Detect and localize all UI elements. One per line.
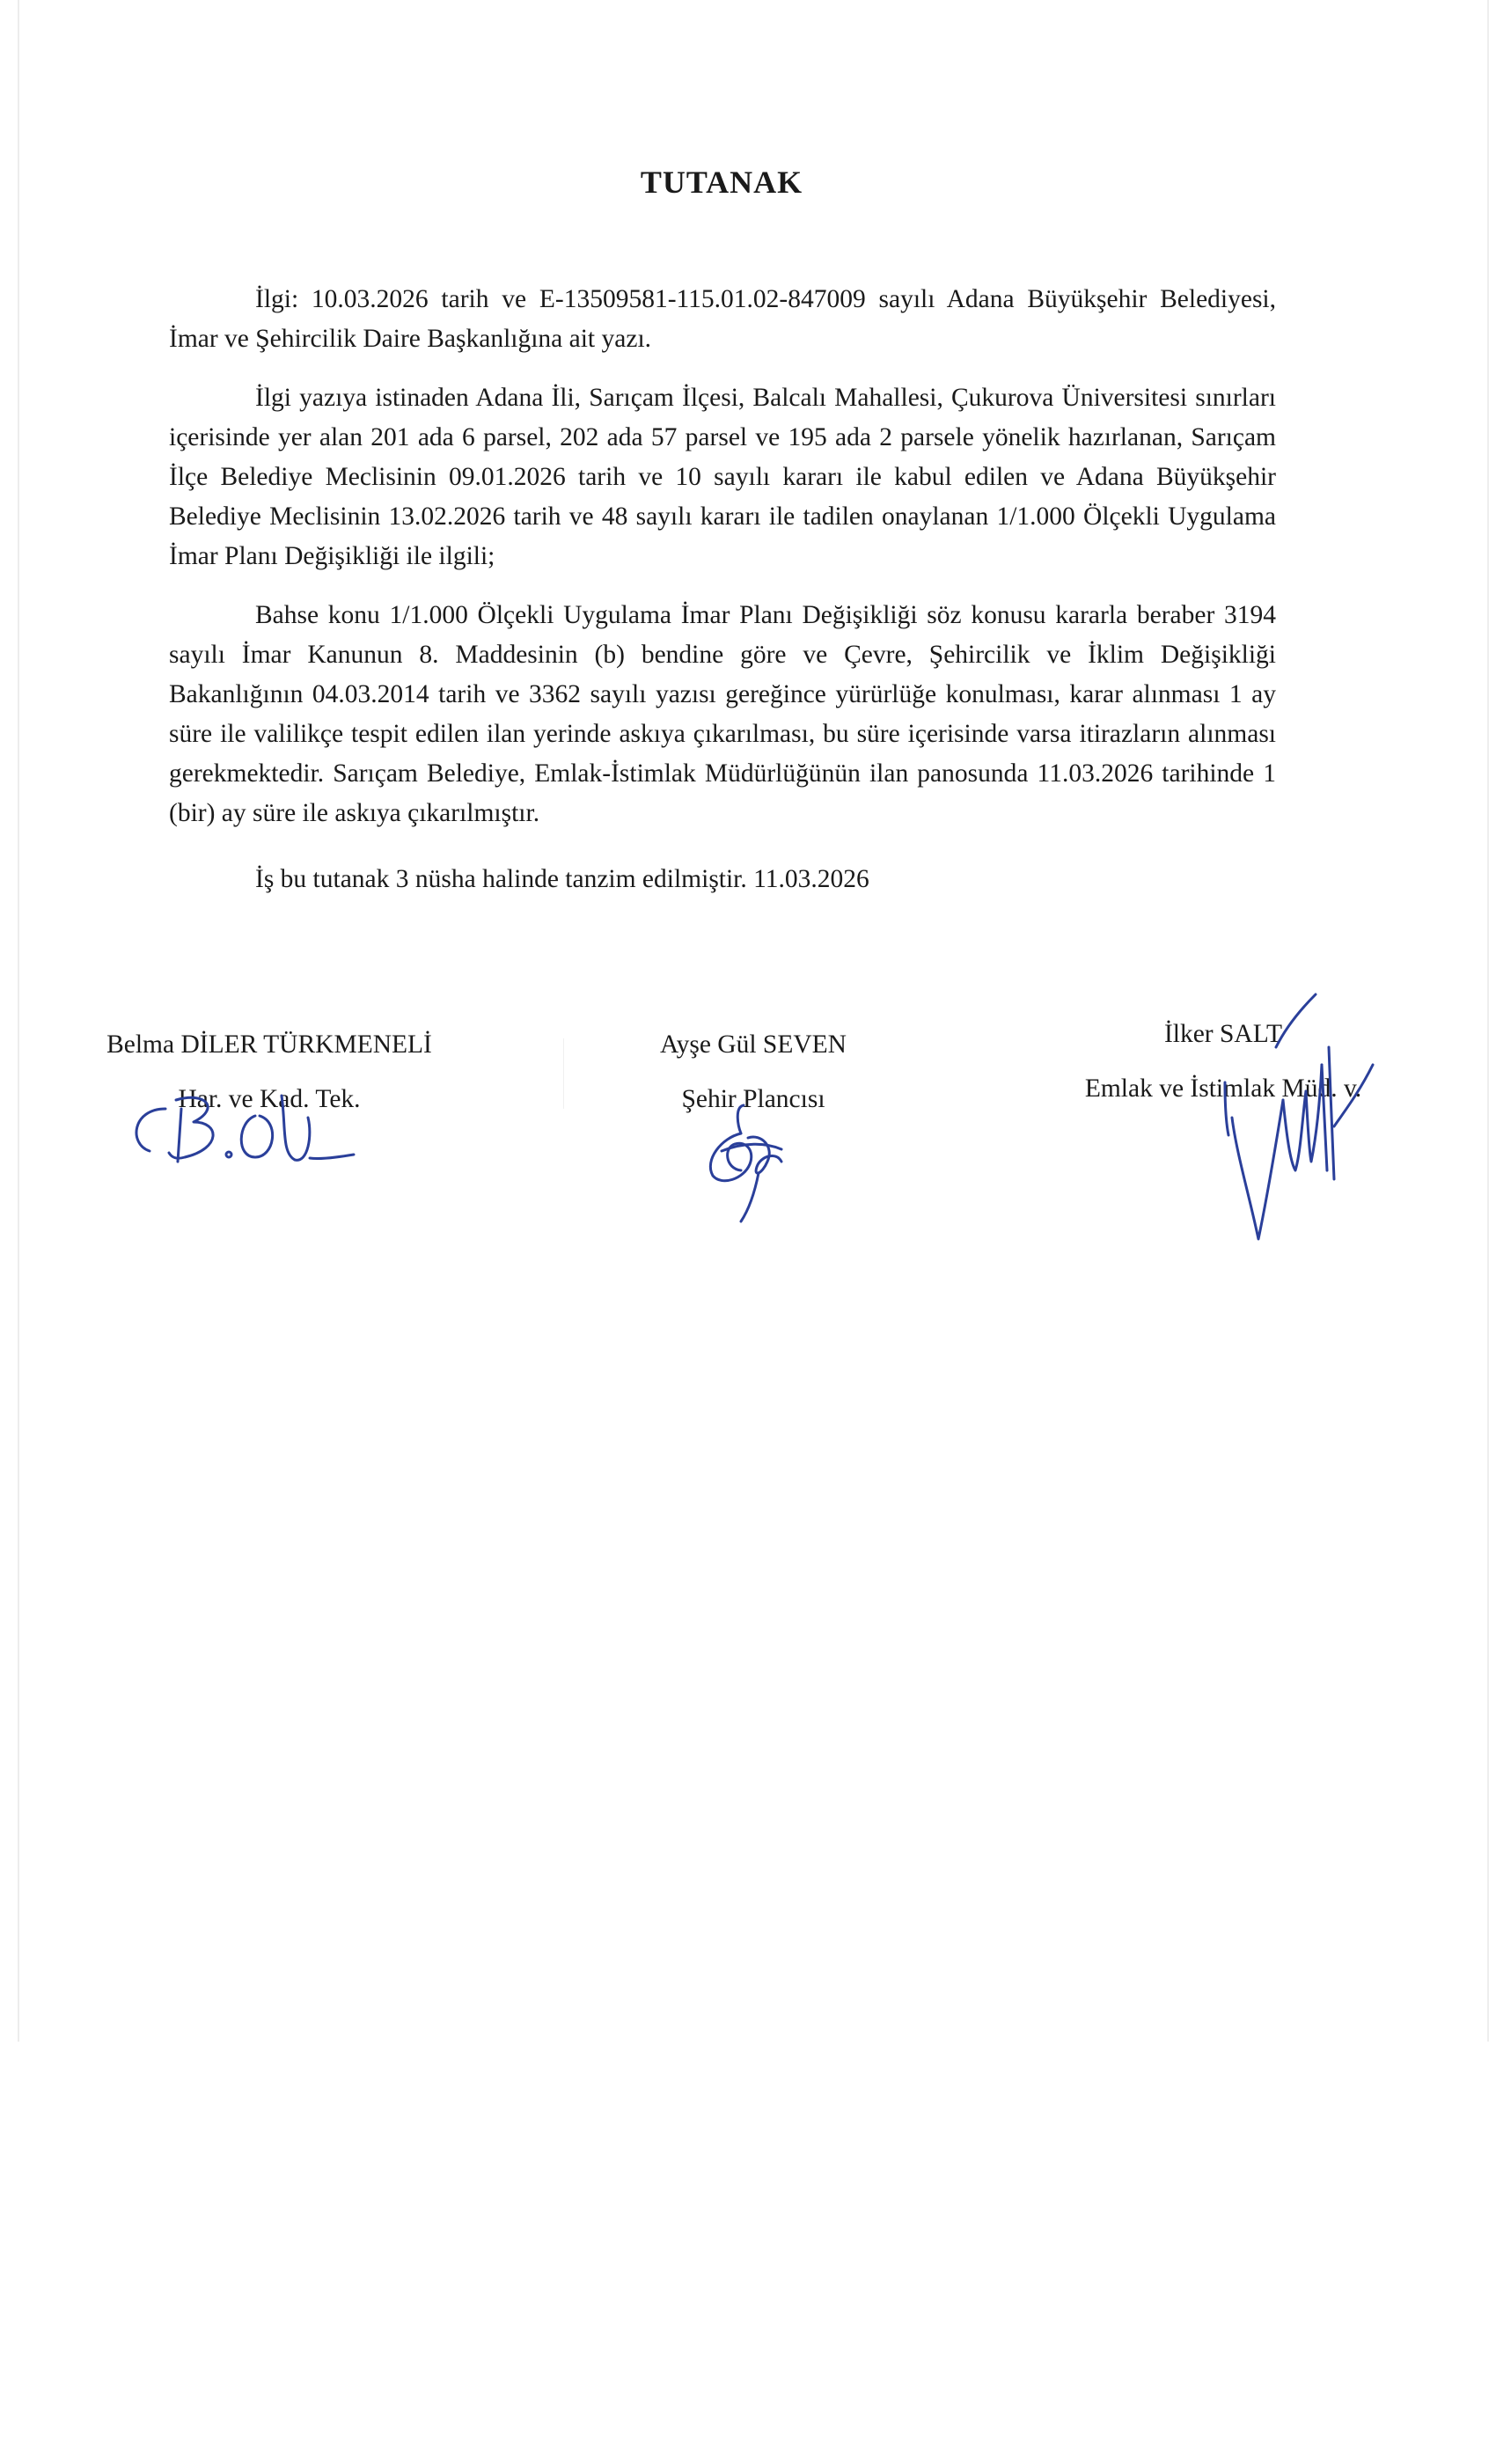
reference-paragraph: İlgi: 10.03.2026 tarih ve E-13509581-115.01.02-847009 sayılı Adana Büyükşehir Belediyesi, İmar ve Şehircilik Daire Başkanlığına ait yazı.: [169, 285, 1276, 353]
decision-paragraph: Bahse konu 1/1.000 Ölçekli Uygulama İmar Planı Değişikliği söz konusu kararla beraber 3194 sayılı İmar Kanunun 8. Maddesinin (b) bendine göre ve Çevre, Şehircilik ve İklim Değişikliği Bakanlığının 04.03.2014 tarih ve 3362 sayılı yazısı gereğince yürürlüğe konulması, karar alınması 1 ay süre ile valilikçe tespit edilen ilan yerinde askıya çıkarılması, bu süre içerisinde varsa itirazların alınması gerekmektedir. Sarıçam Belediye, Emlak-İstimlak Müdürlüğünün ilan panosunda 11.03.2026 tarihinde 1 (bir) ay süre ile askıya çıkarılmıştır.: [169, 601, 1276, 827]
document-body: [169, 280, 1276, 919]
page-right-edge: [1487, 0, 1489, 2042]
signature-scribble-icon: [1214, 994, 1390, 1241]
signatory-title: Har. ve Kad. Tek.: [178, 1085, 361, 1113]
document-title: TUTANAK: [640, 165, 803, 200]
signatory-title: Şehir Plancısı: [681, 1085, 825, 1113]
signature-scribble-icon: [123, 1082, 378, 1179]
page-left-edge: [18, 0, 19, 2042]
subject-paragraph: İlgi yazıya istinaden Adana İli, Sarıçam İlçesi, Balcalı Mahallesi, Çukurova Üniversitesi sınırları içerisinde yer alan 201 ada 6 parsel, 202 ada 57 parsel ve 195 ada 2 parsele yönelik hazırlanan, Sarıçam İlçe Belediye Meclisinin 09.01.2026 tarih ve 10 sayılı kararı ile kabul edilen ve Adana Büyükşehir Belediye Meclisinin 13.02.2026 tarih ve 48 sayılı kararı ile tadilen onaylanan 1/1.000 Ölçekli Uygulama İmar Planı Değişikliği ile ilgili;: [169, 384, 1276, 570]
signatory-name: Ayşe Gül SEVEN: [660, 1030, 847, 1059]
signatory-name: İlker SALT: [1163, 1020, 1283, 1048]
column-divider: [563, 1038, 564, 1109]
signatory-name: Belma DİLER TÜRKMENELİ: [106, 1030, 432, 1059]
signatory-title: Emlak ve İstimlak Müd. v.: [1084, 1074, 1362, 1103]
closing-paragraph: İş bu tutanak 3 nüsha halinde tanzim edilmiştir. 11.03.2026: [255, 865, 869, 893]
signature-scribble-icon: [695, 1098, 801, 1230]
